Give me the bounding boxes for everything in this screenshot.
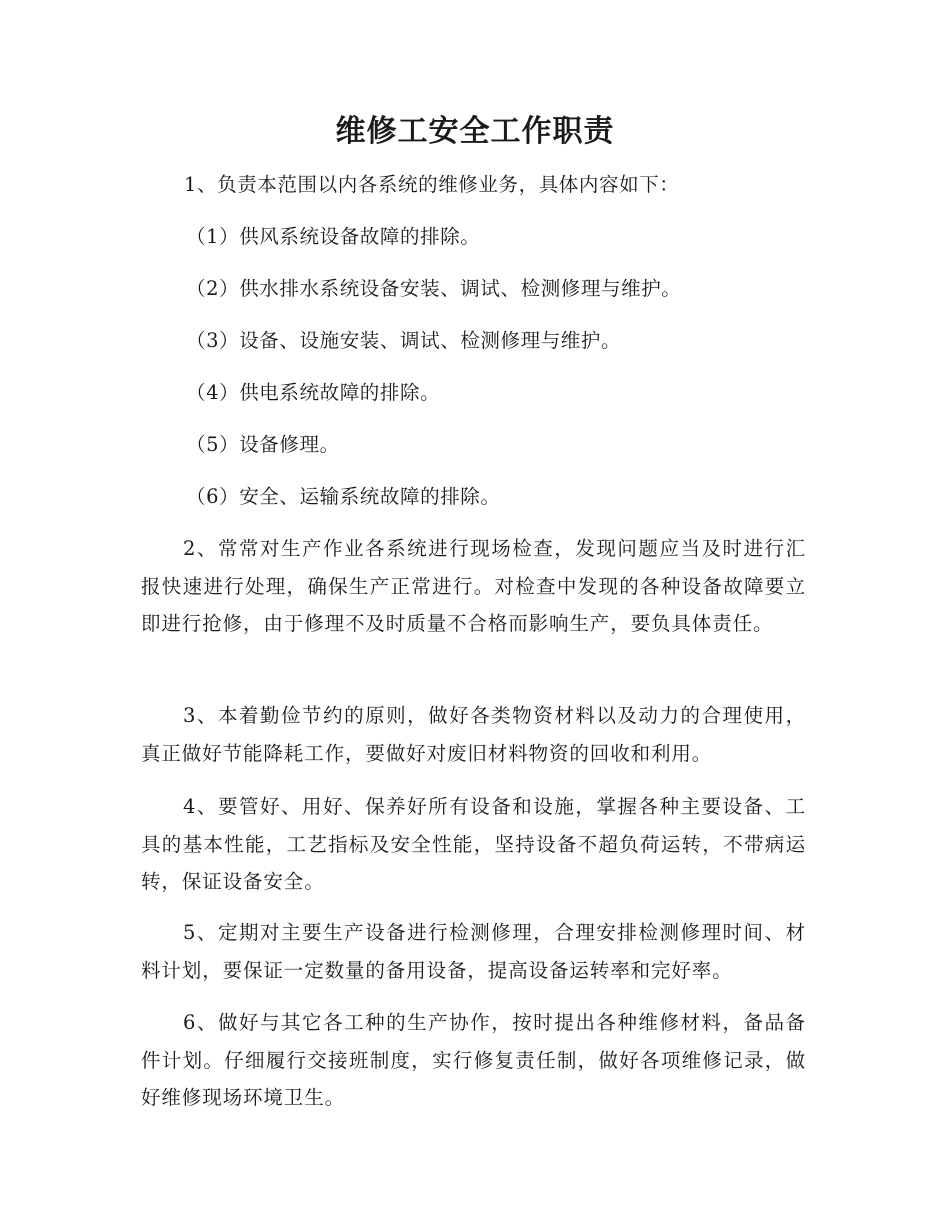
- section-1-item-3: （3）设备、设施安装、调试、检测修理与维护。: [186, 329, 622, 352]
- section-1-item-2: （2）供水排水系统设备安装、调试、检测修理与维护。: [186, 277, 682, 300]
- section-1-item-1: （1）供风系统设备故障的排除。: [186, 225, 481, 248]
- document-title: 维修工安全工作职责: [335, 114, 615, 149]
- section-1-item-6: （6）安全、运输系统故障的排除。: [186, 485, 501, 508]
- paragraph-4: 4、要管好、用好、保养好所有设备和设施，掌握各种主要设备、工具的基本性能，工艺指标及安全性能，坚持设备不超负荷运转，不带病运转，保证设备安全。: [141, 795, 806, 893]
- section-1-item-5: （5）设备修理。: [186, 433, 340, 456]
- paragraph-3: 3、本着勤俭节约的原则，做好各类物资材料以及动力的合理使用，真正做好节能降耗工作，要做好对废旧材料物资的回收和利用。: [141, 704, 806, 765]
- paragraph-2: 2、常常对生产作业各系统进行现场检查，发现问题应当及时进行汇报快速进行处理，确保生产正常进行。对检查中发现的各种设备故障要立即进行抢修，由于修理不及时质量不合格而影响生产，要负具体责任。: [141, 537, 806, 635]
- section-1-item-4: （4）供电系统故障的排除。: [186, 381, 441, 404]
- paragraph-6: 6、做好与其它各工种的生产协作，按时提出各种维修材料，备品备件计划。仔细履行交接班制度，实行修复责任制，做好各项维修记录，做好维修现场环境卫生。: [141, 1011, 806, 1109]
- section-1-heading: 1、负责本范围以内各系统的维修业务，具体内容如下：: [184, 173, 680, 196]
- paragraph-5: 5、定期对主要生产设备进行检测修理，合理安排检测修理时间、材料计划，要保证一定数量的备用设备，提高设备运转率和完好率。: [141, 921, 806, 982]
